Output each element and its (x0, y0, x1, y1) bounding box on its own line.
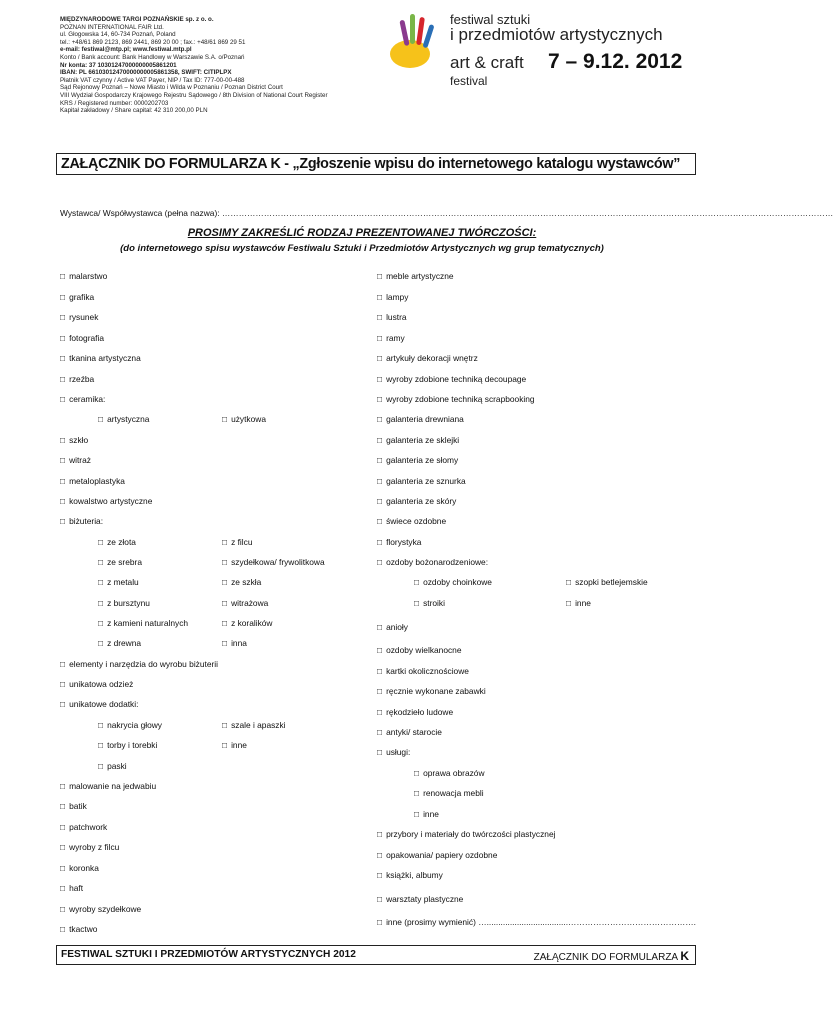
checkbox-item-right[interactable] (377, 686, 486, 696)
checkbox-icon[interactable]: □ (222, 618, 228, 628)
checkbox-item-right[interactable] (377, 333, 405, 343)
checkbox-label: opakowania/ papiery ozdobne (386, 850, 498, 860)
company-info-line: Konto / Bank account: Bank Handlowy w Warszawie S.A. o/Poznań (60, 53, 245, 61)
checkbox-icon[interactable]: □ (222, 414, 228, 424)
checkbox-item-right[interactable] (377, 435, 459, 445)
checkbox-icon[interactable]: □ (60, 496, 66, 506)
checkbox-icon[interactable]: □ (377, 435, 383, 445)
checkbox-label: wyroby zdobione techniką decoupage (386, 374, 527, 384)
checkbox-icon[interactable]: □ (60, 374, 66, 384)
checkbox-item-left[interactable] (222, 720, 286, 730)
checkbox-item-right[interactable] (414, 577, 492, 587)
footer-left: FESTIWAL SZTUKI I PRZEDMIOTÓW ARTYSTYCZNYCH 2012 (61, 949, 356, 960)
checkbox-icon[interactable]: □ (414, 788, 420, 798)
checkbox-label: artykuły dekoracji wnętrz (386, 353, 478, 363)
checkbox-icon[interactable]: □ (60, 822, 66, 832)
checkbox-label: galanteria ze słomy (386, 455, 459, 465)
checkbox-icon[interactable]: □ (414, 809, 420, 819)
checkbox-icon[interactable]: □ (377, 707, 383, 717)
checkbox-item-right[interactable] (377, 850, 497, 860)
checkbox-label: artystyczna (107, 414, 150, 424)
footer-right (534, 949, 689, 963)
checkbox-icon[interactable]: □ (60, 659, 66, 669)
checkbox-label: rękodzieło ludowe (386, 707, 454, 717)
checkbox-icon[interactable]: □ (377, 333, 383, 343)
checkbox-icon[interactable]: □ (377, 894, 383, 904)
checkbox-label: galanteria ze sklejki (386, 435, 460, 445)
checkbox-item-left[interactable] (60, 394, 105, 404)
logo-line-4: festival (450, 74, 488, 88)
checkbox-icon[interactable]: □ (98, 598, 104, 608)
checkbox-item-left[interactable] (222, 598, 268, 608)
checkbox-item-left[interactable] (60, 801, 87, 811)
checkbox-icon[interactable]: □ (566, 577, 572, 587)
company-info-line: ul. Głogowska 14, 60-734 Poznań, Poland (60, 31, 176, 39)
logo-line-2: i przedmiotów artystycznych (450, 25, 663, 44)
instruction-heading: PROSIMY ZAKREŚLIĆ RODZAJ PREZENTOWANEJ TWÓRCZOŚCI: (187, 227, 537, 239)
logo-line-1: festiwal sztuki (450, 12, 531, 27)
checkbox-item-left[interactable] (60, 435, 88, 445)
checkbox-item-right[interactable] (377, 271, 454, 281)
checkbox-icon[interactable]: □ (377, 312, 383, 322)
checkbox-icon[interactable]: □ (60, 435, 66, 445)
checkbox-label: lustra (386, 312, 407, 322)
checkbox-icon[interactable]: □ (60, 924, 66, 934)
checkbox-item-left[interactable] (60, 863, 99, 873)
checkbox-item-right[interactable] (377, 870, 443, 880)
checkbox-item-right[interactable] (377, 292, 408, 302)
checkbox-icon[interactable]: □ (377, 666, 383, 676)
checkbox-icon[interactable]: □ (377, 516, 383, 526)
checkbox-item-left[interactable] (60, 822, 107, 832)
checkbox-icon[interactable]: □ (98, 720, 104, 730)
checkbox-label: galanteria ze skóry (386, 496, 457, 506)
checkbox-item-right[interactable] (377, 496, 456, 506)
checkbox-item-right[interactable] (377, 829, 555, 839)
checkbox-item-left[interactable] (60, 271, 107, 281)
checkbox-icon[interactable]: □ (377, 476, 383, 486)
checkbox-icon[interactable]: □ (98, 761, 104, 771)
checkbox-label: malarstwo (69, 271, 108, 281)
company-info-line: Sąd Rejonowy Poznań – Nowe Miasto i Wilda w Poznaniu / Poznan District Court (60, 84, 283, 92)
company-info-line: tel.: +48/61 869 2123, 869 2441, 869 20 00 ; fax.: +48/61 869 29 51 (60, 38, 246, 46)
checkbox-label: z drewna (107, 638, 142, 648)
exhibitor-name-field[interactable]: Wystawca/ Współwystawca (pełna nazwa): ………………………………………………………………………………………………………………………………………………………………………………………………… (60, 208, 833, 218)
checkbox-item-left[interactable] (222, 577, 261, 587)
checkbox-icon[interactable]: □ (222, 598, 228, 608)
checkbox-icon[interactable]: □ (60, 679, 66, 689)
footer-box (56, 945, 696, 965)
checkbox-label: ze srebra (107, 557, 142, 567)
checkbox-label: biżuteria: (69, 516, 104, 526)
checkbox-icon[interactable]: □ (60, 863, 66, 873)
checkbox-item-left[interactable] (60, 292, 94, 302)
checkbox-item-left[interactable] (60, 496, 152, 506)
checkbox-icon[interactable]: □ (222, 740, 228, 750)
checkbox-label: anioły (386, 622, 408, 632)
checkbox-label: haft (69, 883, 84, 893)
checkbox-icon[interactable]: □ (377, 271, 383, 281)
checkbox-icon[interactable]: □ (377, 917, 383, 927)
checkbox-label: ozdoby choinkowe (423, 577, 492, 587)
checkbox-item-right[interactable] (566, 598, 591, 608)
checkbox-item-right[interactable] (377, 394, 535, 404)
checkbox-icon[interactable]: □ (377, 353, 383, 363)
company-info-line: Płatnik VAT czynny / Active VAT Payer, NIP / Tax ID: 777-00-00-488 (60, 76, 245, 84)
checkbox-label: z filcu (231, 537, 253, 547)
footer-right-text: ZAŁĄCZNIK DO FORMULARZA (533, 952, 678, 963)
checkbox-item-left[interactable] (222, 638, 247, 648)
checkbox-item-left[interactable] (60, 904, 141, 914)
checkbox-item-right[interactable] (377, 666, 469, 676)
checkbox-label: torby i torebki (107, 740, 158, 750)
festival-logo-text (388, 4, 688, 90)
checkbox-label: stroiki (423, 598, 445, 608)
checkbox-item-left[interactable] (98, 557, 142, 567)
checkbox-label: tkactwo (69, 924, 98, 934)
checkbox-icon[interactable]: □ (222, 638, 228, 648)
checkbox-icon[interactable]: □ (98, 638, 104, 648)
checkbox-item-right[interactable] (377, 414, 464, 424)
checkbox-label: antyki/ starocie (386, 727, 442, 737)
checkbox-item-left[interactable] (60, 679, 133, 689)
checkbox-icon[interactable]: □ (60, 312, 66, 322)
checkbox-item-left[interactable] (60, 476, 125, 486)
checkbox-icon[interactable]: □ (377, 557, 383, 567)
checkbox-label: szale i apaszki (231, 720, 286, 730)
checkbox-label: inne (231, 740, 247, 750)
document-title: ZAŁĄCZNIK DO FORMULARZA K - „Zgłoszenie wpisu do internetowego katalogu wystawców” (61, 156, 681, 172)
checkbox-label: szkło (69, 435, 89, 445)
checkbox-item-right[interactable] (414, 768, 485, 778)
checkbox-icon[interactable]: □ (377, 414, 383, 424)
checkbox-icon[interactable]: □ (60, 904, 66, 914)
checkbox-icon[interactable]: □ (60, 699, 66, 709)
checkbox-item-left[interactable] (222, 557, 325, 567)
checkbox-item-left[interactable] (60, 516, 103, 526)
logo-line-3: art & craft (450, 53, 524, 72)
checkbox-icon[interactable]: □ (222, 537, 228, 547)
checkbox-icon[interactable]: □ (414, 577, 420, 587)
checkbox-item-left[interactable] (98, 761, 127, 771)
checkbox-item-right[interactable] (377, 455, 458, 465)
checkbox-item-left[interactable] (60, 312, 98, 322)
checkbox-label: rzeźba (69, 374, 95, 384)
checkbox-icon[interactable]: □ (377, 537, 383, 547)
checkbox-item-left[interactable] (60, 883, 83, 893)
checkbox-item-right[interactable] (377, 537, 421, 547)
checkbox-icon[interactable]: □ (377, 292, 383, 302)
checkbox-icon[interactable]: □ (60, 476, 66, 486)
checkbox-item-right[interactable] (414, 598, 445, 608)
checkbox-icon[interactable]: □ (98, 557, 104, 567)
checkbox-icon[interactable]: □ (377, 645, 383, 655)
checkbox-icon[interactable]: □ (98, 537, 104, 547)
company-info-line: e-mail: festiwal@mtp.pl; www.festiwal.mtp.pl (60, 46, 192, 54)
checkbox-label: paski (107, 761, 127, 771)
checkbox-label: wyroby zdobione techniką scrapbooking (386, 394, 535, 404)
company-info-line: VIII Wydział Gospodarczy Krajowego Rejestru Sądowego / 8th Division of National Court Register (60, 91, 328, 99)
checkbox-item-left[interactable] (222, 537, 252, 547)
checkbox-label: kartki okolicznościowe (386, 666, 469, 676)
checkbox-label: renowacja mebli (423, 788, 484, 798)
checkbox-icon[interactable]: □ (60, 516, 66, 526)
checkbox-item-right[interactable] (414, 788, 484, 798)
checkbox-item-left[interactable] (60, 353, 141, 363)
checkbox-item-left[interactable] (98, 638, 141, 648)
checkbox-item-right[interactable] (377, 557, 488, 567)
checkbox-label: szydełkowa/ frywolitkowa (231, 557, 325, 567)
checkbox-icon[interactable]: □ (377, 686, 383, 696)
checkbox-icon[interactable]: □ (98, 414, 104, 424)
checkbox-label: ceramika: (69, 394, 106, 404)
checkbox-icon[interactable]: □ (566, 598, 572, 608)
checkbox-label: użytkowa (231, 414, 266, 424)
footer-right-letter: K (680, 949, 689, 963)
checkbox-icon[interactable]: □ (377, 829, 383, 839)
checkbox-label: z bursztynu (107, 598, 150, 608)
checkbox-label: galanteria ze sznurka (386, 476, 466, 486)
checkbox-label: florystyka (386, 537, 422, 547)
company-info-line: Kapitał zakładowy / Share capital: 42 310 200,00 PLN (60, 107, 208, 115)
checkbox-item-right[interactable] (377, 312, 407, 322)
document-title-box (56, 153, 696, 175)
checkbox-icon[interactable]: □ (60, 292, 66, 302)
checkbox-item-right[interactable] (377, 353, 478, 363)
checkbox-item-left[interactable] (98, 618, 188, 628)
checkbox-label: inna (231, 638, 247, 648)
instruction-subheading: (do internetowego spisu wystawców Festiwalu Sztuki i Przedmiotów Artystycznych wg grup tematycznych) (120, 243, 604, 254)
company-info-line: POZNAN INTERNATIONAL FAIR Ltd. (60, 23, 164, 31)
checkbox-label: meble artystyczne (386, 271, 454, 281)
checkbox-item-left[interactable] (98, 740, 157, 750)
checkbox-icon[interactable]: □ (60, 781, 66, 791)
checkbox-item-right[interactable] (414, 809, 439, 819)
checkbox-item-right[interactable] (377, 374, 526, 384)
checkbox-item-left[interactable] (60, 333, 104, 343)
checkbox-label: batik (69, 801, 87, 811)
checkbox-label: witrażowa (231, 598, 269, 608)
checkbox-label: z koralików (231, 618, 273, 628)
checkbox-icon[interactable]: □ (377, 850, 383, 860)
checkbox-label: usługi: (386, 747, 411, 757)
checkbox-icon[interactable]: □ (98, 577, 104, 587)
checkbox-label: warsztaty plastyczne (386, 894, 464, 904)
checkbox-item-right[interactable] (377, 645, 462, 655)
checkbox-icon[interactable]: □ (377, 870, 383, 880)
checkbox-icon[interactable]: □ (60, 455, 66, 465)
checkbox-label: kowalstwo artystyczne (69, 496, 153, 506)
checkbox-icon[interactable]: □ (377, 747, 383, 757)
checkbox-icon[interactable]: □ (414, 598, 420, 608)
checkbox-label: książki, albumy (386, 870, 443, 880)
checkbox-icon[interactable]: □ (377, 622, 383, 632)
company-info (60, 16, 390, 115)
checkbox-label: malowanie na jedwabiu (69, 781, 157, 791)
checkbox-item-left[interactable] (60, 842, 119, 852)
checkbox-label: lampy (386, 292, 409, 302)
checkbox-label: inne (423, 809, 439, 819)
checkbox-label: ozdoby bożonarodzeniowe: (386, 557, 489, 567)
checkbox-item-left[interactable] (98, 537, 136, 547)
checkbox-label: ze szkła (231, 577, 262, 587)
checkbox-label: witraż (69, 455, 91, 465)
checkbox-item-left[interactable] (60, 455, 91, 465)
checkbox-label: inne (575, 598, 591, 608)
checkbox-label: z kamieni naturalnych (107, 618, 189, 628)
company-info-line: IBAN: PL 66103012470000000005861358, SWIFT: CITIPLPX (60, 69, 232, 77)
checkbox-icon[interactable]: □ (377, 374, 383, 384)
checkbox-item-right[interactable] (377, 917, 696, 927)
checkbox-label: galanteria drewniana (386, 414, 464, 424)
checkbox-item-left[interactable] (222, 618, 272, 628)
checkbox-label: z metalu (107, 577, 139, 587)
checkbox-icon[interactable]: □ (377, 727, 383, 737)
checkbox-item-left[interactable] (60, 374, 94, 384)
company-info-line: KRS / Registered number: 0000202703 (60, 99, 169, 107)
checkbox-label: unikatowe dodatki: (69, 699, 139, 709)
checkbox-icon[interactable]: □ (60, 842, 66, 852)
checkbox-label: rysunek (69, 312, 99, 322)
checkbox-label: inne (prosimy wymienić) …...................................………………………………………. (386, 917, 696, 927)
checkbox-label: metaloplastyka (69, 476, 125, 486)
checkbox-label: elementy i narzędzia do wyrobu biżuterii (69, 659, 219, 669)
checkbox-label: ozdoby wielkanocne (386, 645, 462, 655)
checkbox-item-left[interactable] (98, 577, 139, 587)
checkbox-item-left[interactable] (98, 720, 162, 730)
checkbox-item-left[interactable] (98, 414, 149, 424)
checkbox-item-right[interactable] (566, 577, 648, 587)
checkbox-icon[interactable]: □ (60, 394, 66, 404)
checkbox-label: wyroby z filcu (69, 842, 120, 852)
checkbox-icon[interactable]: □ (60, 801, 66, 811)
checkbox-item-right[interactable] (377, 707, 453, 717)
checkbox-label: fotografia (69, 333, 104, 343)
checkbox-item-right[interactable] (377, 622, 408, 632)
checkbox-item-left[interactable] (60, 781, 156, 791)
checkbox-label: ze złota (107, 537, 136, 547)
checkbox-label: patchwork (69, 822, 108, 832)
checkbox-item-left[interactable] (222, 414, 266, 424)
checkbox-label: oprawa obrazów (423, 768, 485, 778)
checkbox-label: przybory i materiały do twórczości plastycznej (386, 829, 556, 839)
checkbox-icon[interactable]: □ (222, 720, 228, 730)
company-info-line: Nr konta: 37 10301247000000005861201 (60, 61, 177, 69)
checkbox-icon[interactable]: □ (98, 618, 104, 628)
checkbox-icon[interactable]: □ (222, 577, 228, 587)
checkbox-item-left[interactable] (60, 924, 97, 934)
checkbox-item-left[interactable] (222, 740, 247, 750)
checkbox-item-right[interactable] (377, 476, 466, 486)
checkbox-label: ramy (386, 333, 405, 343)
checkbox-item-right[interactable] (377, 747, 410, 757)
checkbox-label: grafika (69, 292, 95, 302)
checkbox-label: świece ozdobne (386, 516, 447, 526)
checkbox-icon[interactable]: □ (377, 496, 383, 506)
checkbox-label: koronka (69, 863, 99, 873)
checkbox-icon[interactable]: □ (222, 557, 228, 567)
checkbox-icon[interactable]: □ (60, 883, 66, 893)
checkbox-label: unikatowa odzież (69, 679, 134, 689)
checkbox-item-left[interactable] (60, 699, 138, 709)
checkbox-icon[interactable]: □ (98, 740, 104, 750)
checkbox-label: szopki betlejemskie (575, 577, 648, 587)
logo-dates: 7 – 9.12. 2012 (548, 50, 683, 73)
checkbox-icon[interactable]: □ (60, 333, 66, 343)
checkbox-icon[interactable]: □ (414, 768, 420, 778)
company-info-line: MIĘDZYNARODOWE TARGI POZNAŃSKIE sp. z o. o. (60, 16, 214, 23)
checkbox-icon[interactable]: □ (60, 353, 66, 363)
checkbox-icon[interactable]: □ (377, 455, 383, 465)
checkbox-icon[interactable]: □ (377, 394, 383, 404)
checkbox-item-left[interactable] (60, 659, 218, 669)
checkbox-label: wyroby szydełkowe (69, 904, 142, 914)
checkbox-label: nakrycia głowy (107, 720, 162, 730)
checkbox-item-left[interactable] (98, 598, 150, 608)
checkbox-item-right[interactable] (377, 516, 446, 526)
checkbox-icon[interactable]: □ (60, 271, 66, 281)
checkbox-item-right[interactable] (377, 727, 442, 737)
checkbox-label: tkanina artystyczna (69, 353, 141, 363)
checkbox-item-right[interactable] (377, 894, 463, 904)
checkbox-label: ręcznie wykonane zabawki (386, 686, 486, 696)
